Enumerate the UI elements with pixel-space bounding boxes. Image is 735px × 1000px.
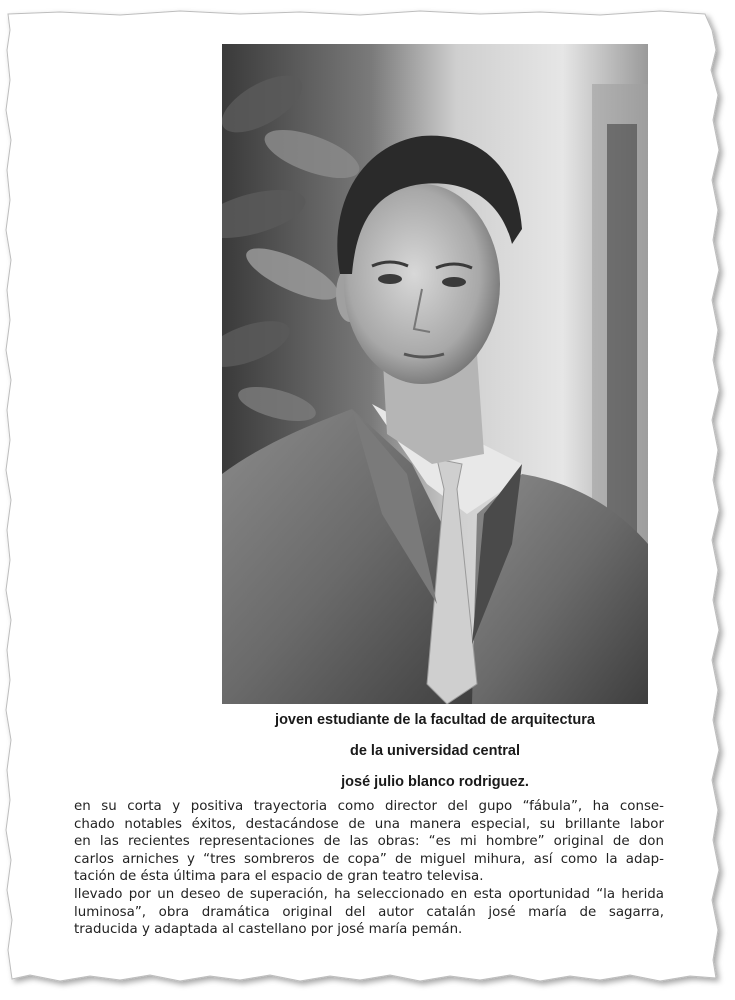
portrait-photo: [222, 44, 648, 704]
body-line: traducida y adaptada al castellano por josé maría pemán.: [74, 922, 463, 938]
body-line: llevado por un deseo de superación, ha seleccionado en esta oportunidad “la herida: [74, 886, 664, 902]
caption-line-1: joven estudiante de la facultad de arquitectura: [275, 712, 595, 728]
caption-line-3: josé julio blanco rodriguez.: [341, 774, 529, 790]
body-line: chado notables éxitos, destacándose de una manera especial, su brillante labor: [74, 816, 664, 832]
body-line: luminosa”, obra dramática original del autor catalán josé maría de sagarra,: [74, 904, 664, 920]
body-line: tación de ésta última para el espacio de gran teatro televisa.: [74, 869, 484, 885]
body-line: carlos arniches y “tres sombreros de copa” de miguel mihura, así como la adap-: [74, 851, 664, 867]
body-paragraph: [74, 798, 664, 939]
body-line: en las recientes representaciones de las obras: “es mi hombre” original de don: [74, 834, 664, 850]
body-line: en su corta y positiva trayectoria como director del gupo “fábula”, ha conse-: [74, 799, 664, 814]
caption-line-2: de la universidad central: [349, 743, 521, 759]
